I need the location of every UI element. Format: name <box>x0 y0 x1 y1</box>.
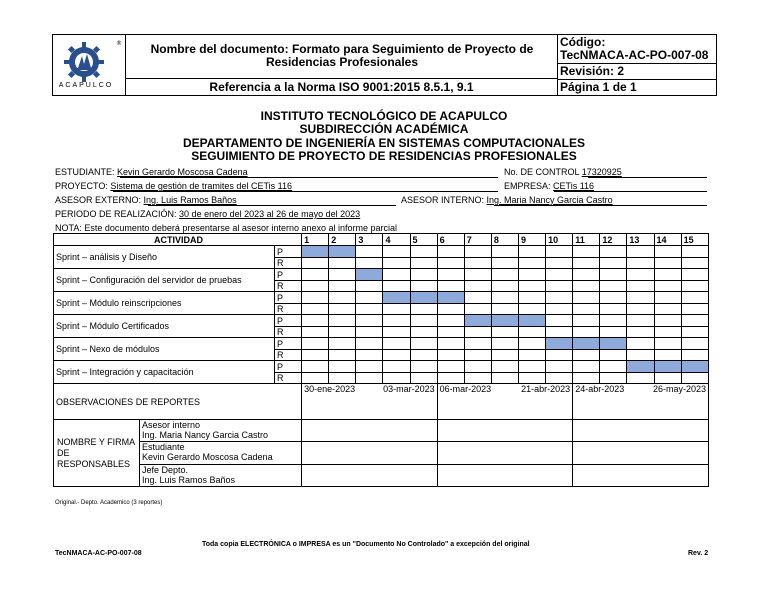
planned-bar-cell <box>464 315 491 327</box>
week-cell <box>600 373 627 384</box>
week-cell <box>437 350 464 361</box>
observations-label: OBSERVACIONES DE REPORTES <box>54 384 302 420</box>
week-header: 1 <box>302 234 329 246</box>
planned-label: P <box>275 315 302 327</box>
week-cell <box>546 258 573 269</box>
week-header: 9 <box>518 234 545 246</box>
week-cell <box>654 304 681 315</box>
period-field <box>55 209 360 219</box>
week-cell <box>654 246 681 258</box>
week-cell <box>329 292 356 304</box>
week-cell <box>383 373 410 384</box>
report-date: 26-may-2023 <box>652 384 706 394</box>
week-cell <box>573 269 600 281</box>
report-period-cell <box>302 384 438 420</box>
week-cell <box>356 304 383 315</box>
activity-name: Sprint – análisis y Diseño <box>54 246 275 269</box>
week-cell <box>410 246 437 258</box>
activity-header: ACTIVIDAD <box>54 234 302 246</box>
week-cell <box>464 281 491 292</box>
week-cell <box>573 281 600 292</box>
week-cell <box>356 373 383 384</box>
student-field <box>55 167 248 177</box>
week-cell <box>573 373 600 384</box>
student-label: ESTUDIANTE: <box>55 167 115 177</box>
logo-text: ACAPULCO <box>58 82 114 89</box>
week-cell <box>464 258 491 269</box>
internal-advisor-field <box>401 195 613 205</box>
week-cell <box>329 281 356 292</box>
week-cell <box>356 292 383 304</box>
week-cell <box>518 361 545 373</box>
week-cell <box>329 338 356 350</box>
week-cell <box>383 350 410 361</box>
week-cell <box>654 258 681 269</box>
week-cell <box>356 281 383 292</box>
week-cell <box>600 246 627 258</box>
week-cell <box>627 281 654 292</box>
week-cell <box>600 281 627 292</box>
activity-name: Sprint – Módulo reinscripciones <box>54 292 275 315</box>
week-cell <box>356 258 383 269</box>
planned-bar-cell <box>302 246 329 258</box>
week-cell <box>491 350 518 361</box>
week-cell <box>573 315 600 327</box>
planned-label: P <box>275 292 302 304</box>
week-cell <box>518 304 545 315</box>
activity-row <box>54 361 709 373</box>
planned-bar-cell <box>627 361 654 373</box>
week-cell <box>518 269 545 281</box>
week-cell <box>573 304 600 315</box>
week-cell <box>491 327 518 338</box>
week-header: 13 <box>627 234 654 246</box>
week-header: 3 <box>356 234 383 246</box>
week-cell <box>600 361 627 373</box>
week-cell <box>329 350 356 361</box>
week-cell <box>573 292 600 304</box>
week-cell <box>627 373 654 384</box>
week-cell <box>573 361 600 373</box>
responsibles-label-text: NOMBRE Y FIRMA DE RESPONSABLES <box>54 420 140 486</box>
week-cell <box>302 292 329 304</box>
planned-bar-cell <box>491 315 518 327</box>
week-header: 12 <box>600 234 627 246</box>
week-cell <box>383 258 410 269</box>
code-value: TecNMACA-AC-PO-007-08 <box>560 48 709 62</box>
planned-bar-cell <box>329 246 356 258</box>
document-name: Nombre del documento: Formato para Seguimiento de Proyecto de Residencias Profesionales <box>150 42 534 69</box>
week-cell <box>681 350 708 361</box>
activity-row <box>54 292 709 304</box>
week-cell <box>518 292 545 304</box>
week-cell <box>410 338 437 350</box>
signature-cell[interactable] <box>437 464 573 486</box>
svg-text:®: ® <box>116 40 122 47</box>
planned-bar-cell <box>681 361 708 373</box>
company-label: EMPRESA: <box>504 181 551 191</box>
week-cell <box>464 361 491 373</box>
week-cell <box>681 258 708 269</box>
week-cell <box>681 281 708 292</box>
revision: Revisión: 2 <box>560 64 625 78</box>
week-cell <box>654 315 681 327</box>
week-cell <box>302 315 329 327</box>
planned-label: P <box>275 269 302 281</box>
planned-bar-cell <box>356 269 383 281</box>
planned-label: P <box>275 338 302 350</box>
week-cell <box>627 350 654 361</box>
title-tracking: SEGUIMIENTO DE PROYECTO DE RESIDENCIAS PROFESIONALES <box>191 149 577 163</box>
week-cell <box>681 304 708 315</box>
week-header: 10 <box>546 234 573 246</box>
project-value: Sistema de gestión de tramites del CETis 116 <box>110 181 292 191</box>
week-cell <box>302 338 329 350</box>
week-cell <box>302 373 329 384</box>
signature-cell[interactable] <box>573 420 709 442</box>
week-cell <box>410 373 437 384</box>
week-cell <box>654 281 681 292</box>
title-institute: INSTITUTO TECNOLÓGICO DE ACAPULCO <box>260 109 508 123</box>
real-label: R <box>275 258 302 269</box>
real-label: R <box>275 327 302 338</box>
responsible-cell <box>140 442 301 464</box>
responsible-row <box>54 420 709 442</box>
table-header-row <box>54 234 709 246</box>
week-cell <box>302 361 329 373</box>
activity-row <box>54 246 709 258</box>
week-cell <box>518 338 545 350</box>
week-cell <box>356 246 383 258</box>
week-cell <box>600 327 627 338</box>
week-cell <box>681 269 708 281</box>
week-cell <box>329 327 356 338</box>
responsible-name: Ing. Maria Nancy Garcia Castro <box>142 430 269 440</box>
week-cell <box>627 246 654 258</box>
project-label: PROYECTO: <box>55 181 108 191</box>
student-value: Kevin Gerardo Moscosa Cadena <box>117 167 248 177</box>
week-cell <box>329 258 356 269</box>
institution-logo <box>54 36 124 94</box>
week-cell <box>573 327 600 338</box>
week-cell <box>410 361 437 373</box>
week-cell <box>491 304 518 315</box>
tracking-table <box>53 233 709 487</box>
week-cell <box>383 304 410 315</box>
week-cell <box>546 315 573 327</box>
week-header: 6 <box>437 234 464 246</box>
week-cell <box>437 281 464 292</box>
activity-row <box>54 315 709 327</box>
week-cell <box>356 327 383 338</box>
report-date: 30-ene-2023 <box>304 384 356 394</box>
week-cell <box>518 281 545 292</box>
week-cell <box>654 373 681 384</box>
week-cell <box>302 327 329 338</box>
week-cell <box>627 327 654 338</box>
week-header: 15 <box>681 234 708 246</box>
week-cell <box>573 258 600 269</box>
week-cell <box>464 350 491 361</box>
week-cell <box>437 304 464 315</box>
week-cell <box>600 292 627 304</box>
week-cell <box>573 350 600 361</box>
week-cell <box>627 304 654 315</box>
week-cell <box>464 292 491 304</box>
planned-label: P <box>275 246 302 258</box>
planned-bar-cell <box>573 338 600 350</box>
week-cell <box>329 373 356 384</box>
week-cell <box>383 246 410 258</box>
week-cell <box>464 269 491 281</box>
signature-cell[interactable] <box>302 420 438 442</box>
real-label: R <box>275 281 302 292</box>
responsible-role: Jefe Depto. <box>142 464 189 475</box>
week-cell <box>410 315 437 327</box>
period-label: PERIODO DE REALIZACIÓN: <box>55 209 177 219</box>
signature-cell[interactable] <box>573 464 709 486</box>
week-cell <box>573 246 600 258</box>
week-cell <box>627 258 654 269</box>
week-cell <box>437 246 464 258</box>
week-cell <box>356 315 383 327</box>
real-label: R <box>275 350 302 361</box>
week-cell <box>437 373 464 384</box>
responsible-name: Ing. Luis Ramos Baños <box>142 474 236 485</box>
report-period-cell <box>573 384 709 420</box>
planned-label: P <box>275 361 302 373</box>
signature-cell[interactable] <box>573 442 709 464</box>
week-cell <box>491 281 518 292</box>
week-cell <box>627 269 654 281</box>
planned-bar-cell <box>410 292 437 304</box>
footer-revision: Rev. 2 <box>688 550 709 557</box>
week-cell <box>627 315 654 327</box>
week-cell <box>464 246 491 258</box>
signature-cell[interactable] <box>302 464 438 486</box>
report-date: 24-abr-2023 <box>575 384 625 394</box>
week-cell <box>464 373 491 384</box>
week-cell <box>329 361 356 373</box>
week-cell <box>437 327 464 338</box>
week-cell <box>681 292 708 304</box>
week-cell <box>681 246 708 258</box>
week-cell <box>329 269 356 281</box>
week-cell <box>383 281 410 292</box>
control-field <box>504 167 622 177</box>
week-cell <box>302 269 329 281</box>
responsible-role: Asesor interno <box>142 420 201 430</box>
footer-code: TecNMACA-AC-PO-007-08 <box>55 550 142 557</box>
week-cell <box>681 338 708 350</box>
page-number: Página 1 de 1 <box>560 80 637 94</box>
week-cell <box>654 292 681 304</box>
week-cell <box>491 246 518 258</box>
activity-row <box>54 269 709 281</box>
week-cell <box>302 350 329 361</box>
week-cell <box>518 350 545 361</box>
external-advisor-value: Ing. Luis Ramos Baños <box>143 195 237 205</box>
report-date: 21-abr-2023 <box>521 384 571 394</box>
company-field <box>504 181 594 191</box>
report-period-cell <box>437 384 573 420</box>
week-cell <box>491 258 518 269</box>
week-header: 14 <box>654 234 681 246</box>
week-cell <box>302 281 329 292</box>
original-note: Original.- Depto. Academico (3 reportes) <box>55 500 163 506</box>
week-cell <box>464 327 491 338</box>
copy-notice: Toda copia ELECTRÓNICA o IMPRESA es un "Documento No Controlado" a excepción del original <box>202 541 530 548</box>
responsible-cell <box>140 420 301 442</box>
week-cell <box>518 258 545 269</box>
week-cell <box>383 315 410 327</box>
week-cell <box>329 304 356 315</box>
week-cell <box>464 338 491 350</box>
internal-advisor-value: Ing. Maria Nancy Garcia Castro <box>486 195 613 205</box>
week-cell <box>356 361 383 373</box>
control-label: No. DE CONTROL <box>504 167 580 177</box>
week-cell <box>546 292 573 304</box>
week-cell <box>383 269 410 281</box>
week-cell <box>518 327 545 338</box>
planned-bar-cell <box>437 292 464 304</box>
control-value: 17320925 <box>581 167 622 177</box>
week-cell <box>600 304 627 315</box>
signature-cell[interactable] <box>437 420 573 442</box>
week-cell <box>627 292 654 304</box>
activity-name: Sprint – Integración y capacitación <box>54 361 275 384</box>
period-value: 30 de enero del 2023 al 26 de mayo del 2023 <box>179 209 361 219</box>
report-date: 03-mar-2023 <box>383 384 435 394</box>
week-cell <box>627 338 654 350</box>
week-cell <box>518 373 545 384</box>
week-header: 7 <box>464 234 491 246</box>
title-department: DEPARTAMENTO DE INGENIERÍA EN SISTEMAS COMPUTACIONALES <box>182 136 586 150</box>
week-cell <box>491 338 518 350</box>
week-cell <box>681 315 708 327</box>
week-cell <box>600 350 627 361</box>
week-cell <box>654 350 681 361</box>
report-date: 06-mar-2023 <box>439 384 492 394</box>
week-cell <box>546 350 573 361</box>
week-header: 4 <box>383 234 410 246</box>
signature-cell[interactable] <box>302 442 438 464</box>
week-cell <box>410 258 437 269</box>
week-cell <box>600 269 627 281</box>
company-value: CETis 116 <box>553 181 595 191</box>
week-cell <box>518 246 545 258</box>
week-cell <box>383 327 410 338</box>
planned-bar-cell <box>546 338 573 350</box>
week-cell <box>491 292 518 304</box>
week-cell <box>546 373 573 384</box>
week-cell <box>437 269 464 281</box>
planned-bar-cell <box>600 338 627 350</box>
planned-bar-cell <box>383 292 410 304</box>
week-cell <box>546 304 573 315</box>
activity-name: Sprint – Configuración del servidor de pruebas <box>54 269 275 292</box>
week-cell <box>600 315 627 327</box>
week-cell <box>491 361 518 373</box>
activity-row <box>54 338 709 350</box>
planned-bar-cell <box>518 315 545 327</box>
week-cell <box>491 269 518 281</box>
week-cell <box>437 361 464 373</box>
note: NOTA: Este documento deberá presentarse al asesor interno anexo al informe parcial <box>55 223 398 233</box>
week-cell <box>600 258 627 269</box>
responsibles-label <box>54 420 302 487</box>
week-cell <box>546 246 573 258</box>
responsible-role: Estudiante <box>142 442 185 453</box>
signature-cell[interactable] <box>437 442 573 464</box>
week-cell <box>410 281 437 292</box>
week-cell <box>410 269 437 281</box>
week-cell <box>681 373 708 384</box>
observations-row <box>54 384 709 420</box>
external-advisor-label: ASESOR EXTERNO: <box>55 195 142 205</box>
week-cell <box>654 327 681 338</box>
week-cell <box>654 338 681 350</box>
week-cell <box>302 304 329 315</box>
week-cell <box>410 350 437 361</box>
week-cell <box>356 338 383 350</box>
planned-bar-cell <box>654 361 681 373</box>
week-cell <box>654 269 681 281</box>
week-cell <box>546 269 573 281</box>
week-cell <box>302 258 329 269</box>
week-header: 5 <box>410 234 437 246</box>
norm-reference: Referencia a la Norma ISO 9001:2015 8.5.1, 9.1 <box>209 80 474 94</box>
responsible-name: Kevin Gerardo Moscosa Cadena <box>142 452 273 463</box>
week-cell <box>437 315 464 327</box>
real-label: R <box>275 373 302 384</box>
title-subdirection: SUBDIRECCIÓN ACADÉMICA <box>299 122 469 136</box>
activity-name: Sprint – Nexo de módulos <box>54 338 275 361</box>
week-header: 11 <box>573 234 600 246</box>
internal-advisor-label: ASESOR INTERNO: <box>401 195 485 205</box>
week-cell <box>491 373 518 384</box>
week-cell <box>437 258 464 269</box>
week-header: 8 <box>491 234 518 246</box>
week-cell <box>437 338 464 350</box>
week-cell <box>681 327 708 338</box>
external-advisor-field <box>55 195 237 205</box>
week-cell <box>383 361 410 373</box>
week-cell <box>546 281 573 292</box>
week-cell <box>356 350 383 361</box>
code-label: Código: <box>560 35 606 49</box>
project-field <box>55 181 292 191</box>
real-label: R <box>275 304 302 315</box>
responsible-cell <box>140 465 301 486</box>
activity-name: Sprint – Módulo Certificados <box>54 315 275 338</box>
week-cell <box>464 304 491 315</box>
week-cell <box>383 338 410 350</box>
week-cell <box>410 327 437 338</box>
week-cell <box>410 304 437 315</box>
week-cell <box>329 315 356 327</box>
week-cell <box>546 361 573 373</box>
week-cell <box>546 327 573 338</box>
week-header: 2 <box>329 234 356 246</box>
